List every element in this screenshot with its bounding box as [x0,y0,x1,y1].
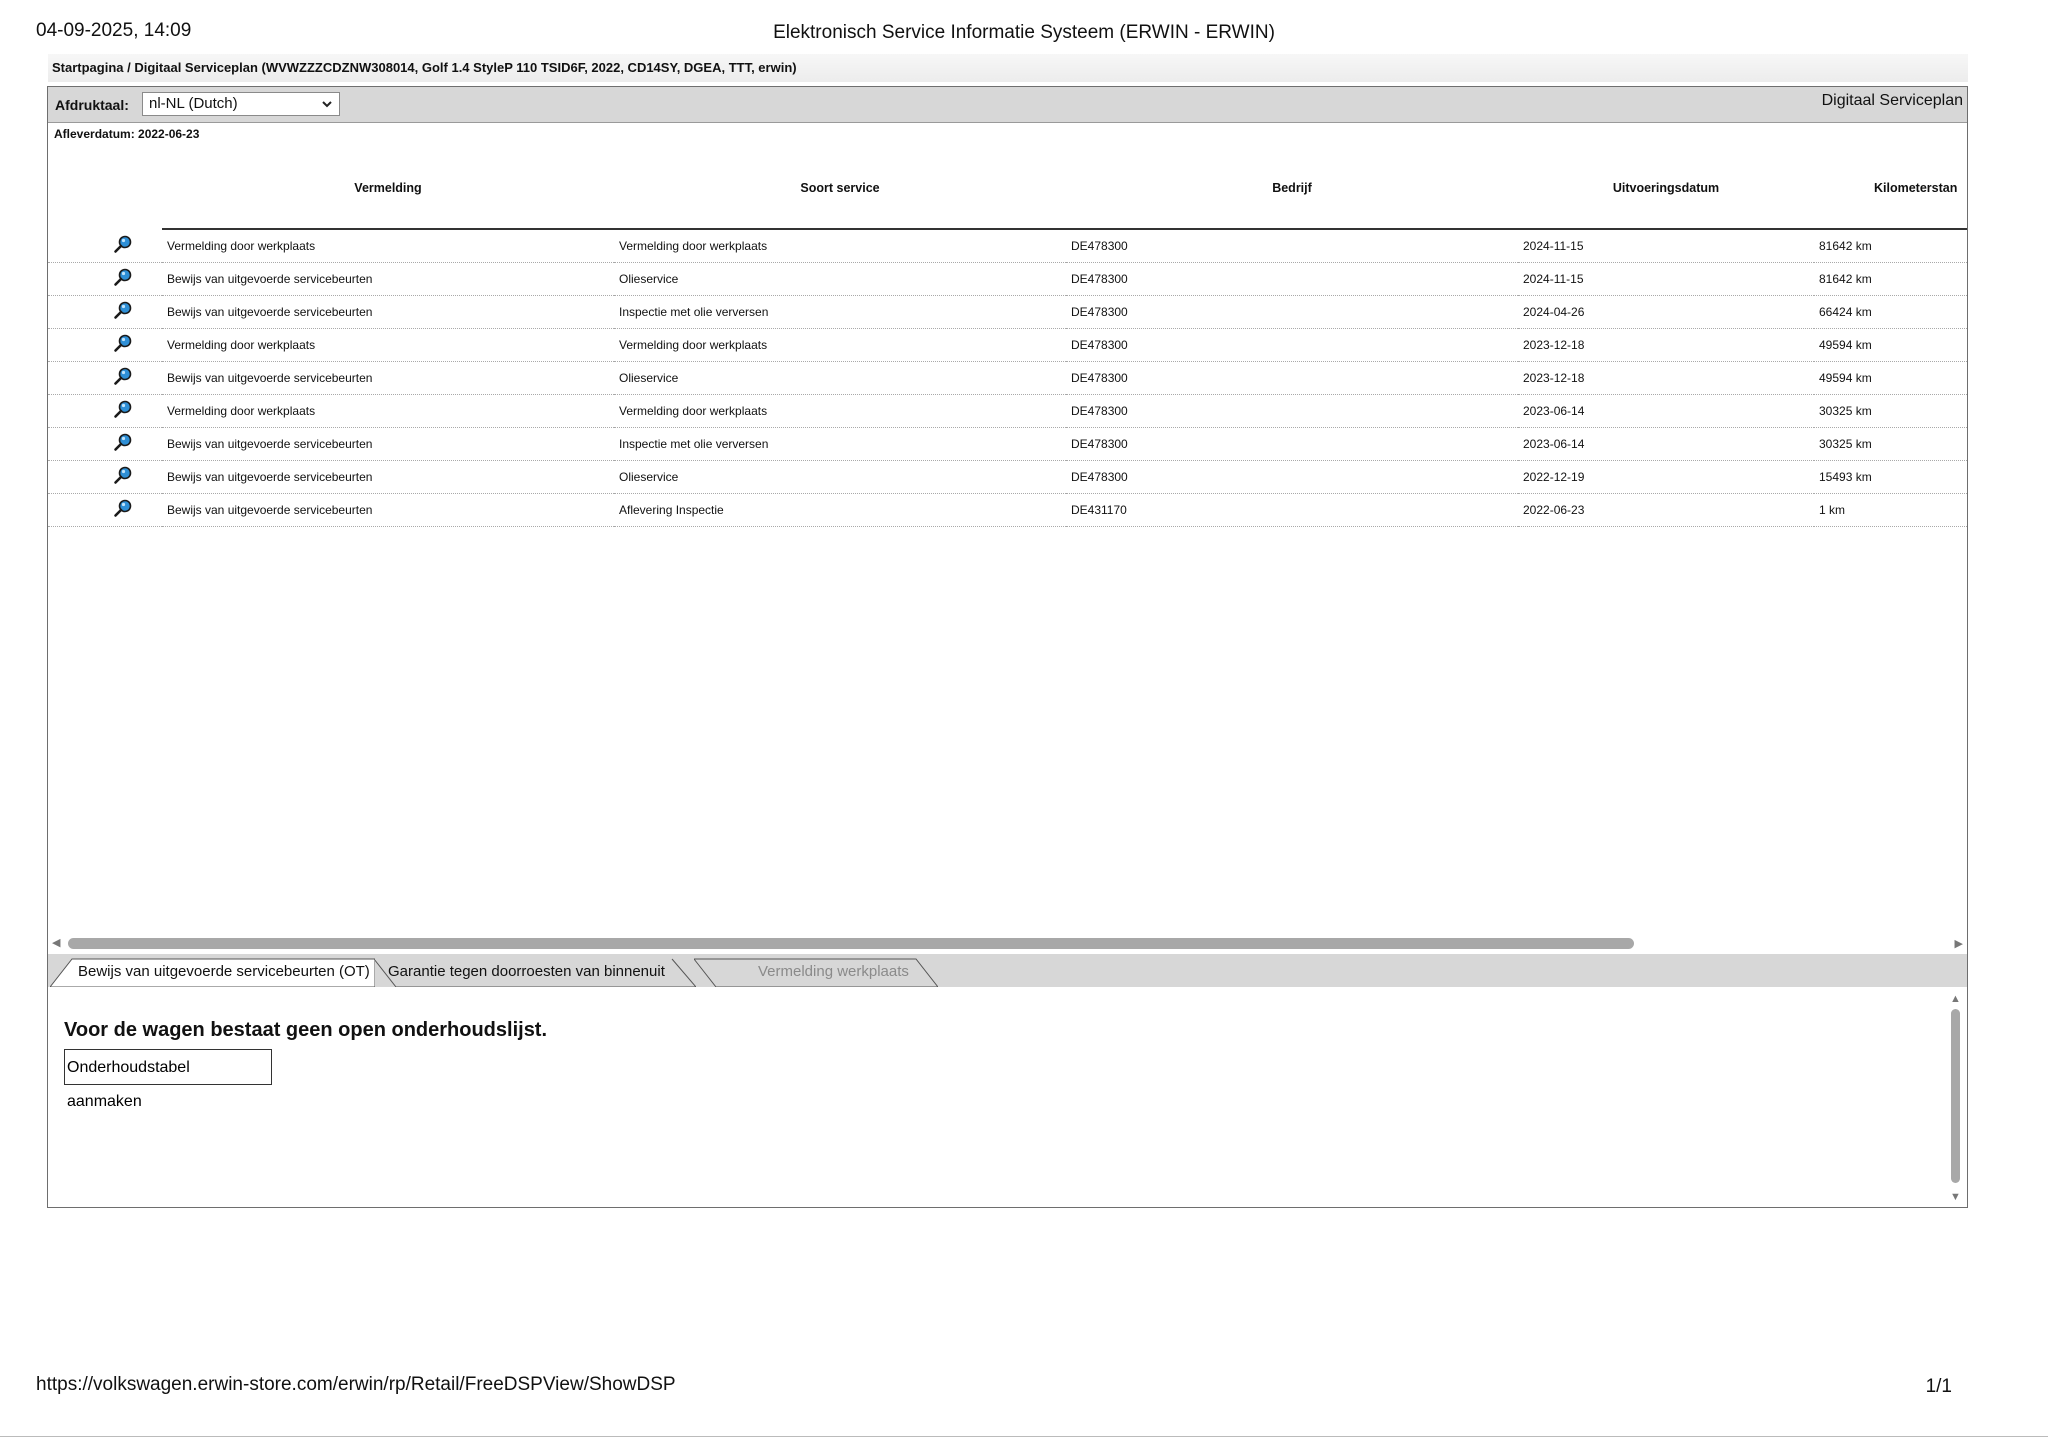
cell-soort-service: Vermelding door werkplaats [614,229,1066,262]
magnifier-icon[interactable] [113,342,133,356]
header-kilometerstand[interactable]: Kilometerstan [1814,147,1967,229]
language-select-value: nl-NL (Dutch) [149,95,238,112]
header-uitvoeringsdatum[interactable]: Uitvoeringsdatum [1518,147,1814,229]
tab-service-proof-label: Bewijs van uitgevoerde servicebeurten (OT) [78,963,370,980]
cell-soort-service: Aflevering Inspectie [614,493,1066,526]
tab-rust-warranty[interactable] [374,958,696,987]
scroll-right-icon[interactable]: ▶ [1954,938,1963,950]
cell-kilometerstand: 30325 km [1814,427,1967,460]
cell-kilometerstand: 49594 km [1814,328,1967,361]
page-title: Digitaal Serviceplan [1821,92,1963,109]
cell-soort-service: Vermelding door werkplaats [614,394,1066,427]
tab-workshop-note-label: Vermelding werkplaats [758,963,909,980]
cell-vermelding: Bewijs van uitgevoerde servicebeurten [162,493,614,526]
cell-vermelding: Vermelding door werkplaats [162,229,614,262]
vertical-scroll-thumb[interactable] [1951,1009,1960,1183]
cell-kilometerstand: 66424 km [1814,295,1967,328]
cell-bedrijf: DE478300 [1066,427,1518,460]
magnifier-icon[interactable] [113,408,133,422]
tab-rust-warranty-label: Garantie tegen doorroesten van binnenuit [388,963,665,980]
cell-bedrijf: DE478300 [1066,394,1518,427]
cell-bedrijf: DE478300 [1066,328,1518,361]
cell-vermelding: Bewijs van uitgevoerde servicebeurten [162,361,614,394]
table-row[interactable] [48,328,1967,361]
cell-vermelding: Vermelding door werkplaats [162,394,614,427]
tab-workshop-note[interactable] [694,958,938,987]
language-label: Afdruktaal: [55,97,129,113]
cell-soort-service: Olieservice [614,262,1066,295]
magnifier-icon[interactable] [113,243,133,257]
cell-uitvoeringsdatum: 2024-11-15 [1518,262,1814,295]
magnifier-icon[interactable] [113,441,133,455]
service-plan-frame [47,86,1968,1208]
cell-bedrijf: DE478300 [1066,295,1518,328]
page-url: https://volkswagen.erwin-store.com/erwin/rp/Retail/FreeDSPView/ShowDSP [36,1374,676,1395]
cell-kilometerstand: 30325 km [1814,394,1967,427]
scroll-down-icon[interactable]: ▼ [1950,1191,1961,1203]
cell-vermelding: Bewijs van uitgevoerde servicebeurten [162,460,614,493]
cell-vermelding: Bewijs van uitgevoerde servicebeurten [162,427,614,460]
service-table-viewport [48,147,1967,933]
horizontal-scrollbar[interactable] [48,935,1967,953]
table-row[interactable] [48,394,1967,427]
cell-soort-service: Inspectie met olie verversen [614,295,1066,328]
cell-uitvoeringsdatum: 2024-04-26 [1518,295,1814,328]
cell-soort-service: Inspectie met olie verversen [614,427,1066,460]
delivery-date: Afleverdatum: 2022-06-23 [54,127,200,141]
cell-vermelding: Vermelding door werkplaats [162,328,614,361]
table-row[interactable] [48,295,1967,328]
cell-kilometerstand: 15493 km [1814,460,1967,493]
cell-kilometerstand: 1 km [1814,493,1967,526]
scroll-up-icon[interactable]: ▲ [1950,993,1961,1005]
cell-uitvoeringsdatum: 2023-06-14 [1518,394,1814,427]
cell-bedrijf: DE431170 [1066,493,1518,526]
cell-kilometerstand: 49594 km [1814,361,1967,394]
table-row[interactable] [48,460,1967,493]
cell-bedrijf: DE478300 [1066,262,1518,295]
detail-panel [48,987,1967,1207]
cell-uitvoeringsdatum: 2023-12-18 [1518,328,1814,361]
tab-service-proof[interactable] [50,958,375,987]
vertical-scrollbar[interactable] [1949,993,1963,1203]
header-soort-service[interactable]: Soort service [614,147,1066,229]
language-select[interactable] [142,92,340,116]
table-row[interactable] [48,493,1967,526]
create-maintenance-table-button[interactable]: Onderhoudstabel aanmaken [64,1049,272,1085]
cell-vermelding: Bewijs van uitgevoerde servicebeurten [162,295,614,328]
print-header [36,20,2012,50]
magnifier-icon[interactable] [113,507,133,521]
horizontal-scroll-thumb[interactable] [68,938,1634,949]
table-row[interactable] [48,361,1967,394]
cell-uitvoeringsdatum: 2022-06-23 [1518,493,1814,526]
cell-uitvoeringsdatum: 2023-12-18 [1518,361,1814,394]
magnifier-icon[interactable] [113,474,133,488]
toolbar [48,87,1967,123]
chevron-down-icon [321,93,333,122]
cell-kilometerstand: 81642 km [1814,229,1967,262]
table-row[interactable] [48,427,1967,460]
cell-uitvoeringsdatum: 2023-06-14 [1518,427,1814,460]
cell-bedrijf: DE478300 [1066,460,1518,493]
table-row[interactable] [48,229,1967,262]
breadcrumb[interactable]: Startpagina / Digitaal Serviceplan (WVWZZZCDZNW308014, Golf 1.4 StyleP 110 TSID6F, 2022, CD14SY, DGEA, TTT, erwin) [48,54,1968,82]
page-number: 1/1 [1925,1376,1952,1397]
print-date: 04-09-2025, 14:09 [36,20,192,41]
cell-vermelding: Bewijs van uitgevoerde servicebeurten [162,262,614,295]
service-table [48,147,1967,527]
magnifier-icon[interactable] [113,276,133,290]
cell-bedrijf: DE478300 [1066,229,1518,262]
table-header-row [48,147,1967,229]
cell-uitvoeringsdatum: 2024-11-15 [1518,229,1814,262]
cell-soort-service: Vermelding door werkplaats [614,328,1066,361]
table-row[interactable] [48,262,1967,295]
cell-soort-service: Olieservice [614,460,1066,493]
magnifier-icon[interactable] [113,309,133,323]
header-icon-spacer [48,147,162,229]
cell-bedrijf: DE478300 [1066,361,1518,394]
cell-kilometerstand: 81642 km [1814,262,1967,295]
scroll-left-icon[interactable]: ◀ [52,937,61,949]
magnifier-icon[interactable] [113,375,133,389]
header-bedrijf[interactable]: Bedrijf [1066,147,1518,229]
empty-maintenance-message: Voor de wagen bestaat geen open onderhoudslijst. [64,1019,548,1041]
tab-bar [48,954,1967,987]
print-title: Elektronisch Service Informatie Systeem (ERWIN - ERWIN) [773,22,1275,43]
cell-uitvoeringsdatum: 2022-12-19 [1518,460,1814,493]
header-vermelding[interactable]: Vermelding [162,147,614,229]
cell-soort-service: Olieservice [614,361,1066,394]
bottom-rule [0,1436,2048,1437]
